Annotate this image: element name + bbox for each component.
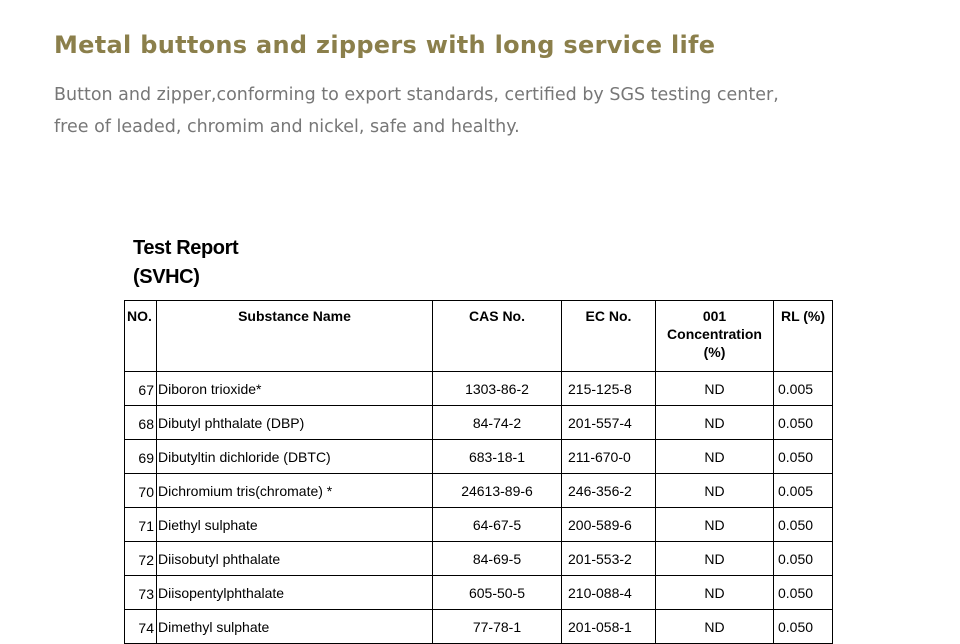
cell-substance-name: Dibutyltin dichloride (DBTC) [157, 440, 433, 474]
table-row [125, 508, 833, 542]
cell-concentration: ND [656, 542, 774, 576]
column-header-rl: RL (%) [774, 301, 833, 372]
cell-concentration: ND [656, 508, 774, 542]
cell-ec-no: 215-125-8 [562, 372, 656, 406]
table-row [125, 542, 833, 576]
cell-rl: 0.005 [774, 474, 833, 508]
cell-concentration: ND [656, 372, 774, 406]
cell-rl: 0.050 [774, 406, 833, 440]
cell-rl: 0.050 [774, 508, 833, 542]
svhc-report-table [124, 300, 833, 644]
description-line: Button and zipper,conforming to export standards, certified by SGS testing center, [54, 85, 779, 105]
cell-no: 69 [125, 440, 157, 474]
cell-cas-no: 24613-89-6 [433, 474, 562, 508]
table-header-row [125, 301, 833, 372]
cell-substance-name: Dimethyl sulphate [157, 610, 433, 644]
column-header-no: NO. [125, 301, 157, 372]
description-line: free of leaded, chromim and nickel, safe and healthy. [54, 117, 520, 137]
cell-cas-no: 64-67-5 [433, 508, 562, 542]
cell-rl: 0.050 [774, 576, 833, 610]
cell-cas-no: 77-78-1 [433, 610, 562, 644]
cell-substance-name: Dichromium tris(chromate) * [157, 474, 433, 508]
cell-no: 70 [125, 474, 157, 508]
cell-cas-no: 1303-86-2 [433, 372, 562, 406]
cell-no: 73 [125, 576, 157, 610]
column-header-concentration: 001 Concentration (%) [656, 301, 774, 372]
cell-concentration: ND [656, 406, 774, 440]
cell-ec-no: 246-356-2 [562, 474, 656, 508]
report-title-line: Test Report [133, 237, 239, 259]
table-row [125, 372, 833, 406]
cell-no: 68 [125, 406, 157, 440]
cell-cas-no: 683-18-1 [433, 440, 562, 474]
page-title: Metal buttons and zippers with long service life [54, 31, 716, 59]
cell-no: 71 [125, 508, 157, 542]
cell-ec-no: 210-088-4 [562, 576, 656, 610]
cell-ec-no: 201-058-1 [562, 610, 656, 644]
column-header-cas-no: CAS No. [433, 301, 562, 372]
page-description [54, 79, 874, 143]
table-row [125, 406, 833, 440]
cell-concentration: ND [656, 474, 774, 508]
cell-rl: 0.050 [774, 610, 833, 644]
cell-concentration: ND [656, 440, 774, 474]
cell-concentration: ND [656, 576, 774, 610]
cell-substance-name: Diethyl sulphate [157, 508, 433, 542]
cell-ec-no: 201-557-4 [562, 406, 656, 440]
cell-no: 72 [125, 542, 157, 576]
cell-rl: 0.005 [774, 372, 833, 406]
table-row [125, 610, 833, 644]
table-row [125, 474, 833, 508]
cell-ec-no: 200-589-6 [562, 508, 656, 542]
table-row [125, 576, 833, 610]
cell-ec-no: 211-670-0 [562, 440, 656, 474]
cell-cas-no: 84-74-2 [433, 406, 562, 440]
report-title [133, 234, 238, 292]
cell-ec-no: 201-553-2 [562, 542, 656, 576]
report-subtitle-line: (SVHC) [133, 266, 200, 288]
cell-rl: 0.050 [774, 440, 833, 474]
cell-rl: 0.050 [774, 542, 833, 576]
cell-cas-no: 605-50-5 [433, 576, 562, 610]
cell-substance-name: Dibutyl phthalate (DBP) [157, 406, 433, 440]
column-header-substance-name: Substance Name [157, 301, 433, 372]
cell-substance-name: Diisopentylphthalate [157, 576, 433, 610]
cell-no: 67 [125, 372, 157, 406]
cell-cas-no: 84-69-5 [433, 542, 562, 576]
column-header-ec-no: EC No. [562, 301, 656, 372]
cell-substance-name: Diisobutyl phthalate [157, 542, 433, 576]
table-row [125, 440, 833, 474]
cell-concentration: ND [656, 610, 774, 644]
cell-substance-name: Diboron trioxide* [157, 372, 433, 406]
cell-no: 74 [125, 610, 157, 644]
